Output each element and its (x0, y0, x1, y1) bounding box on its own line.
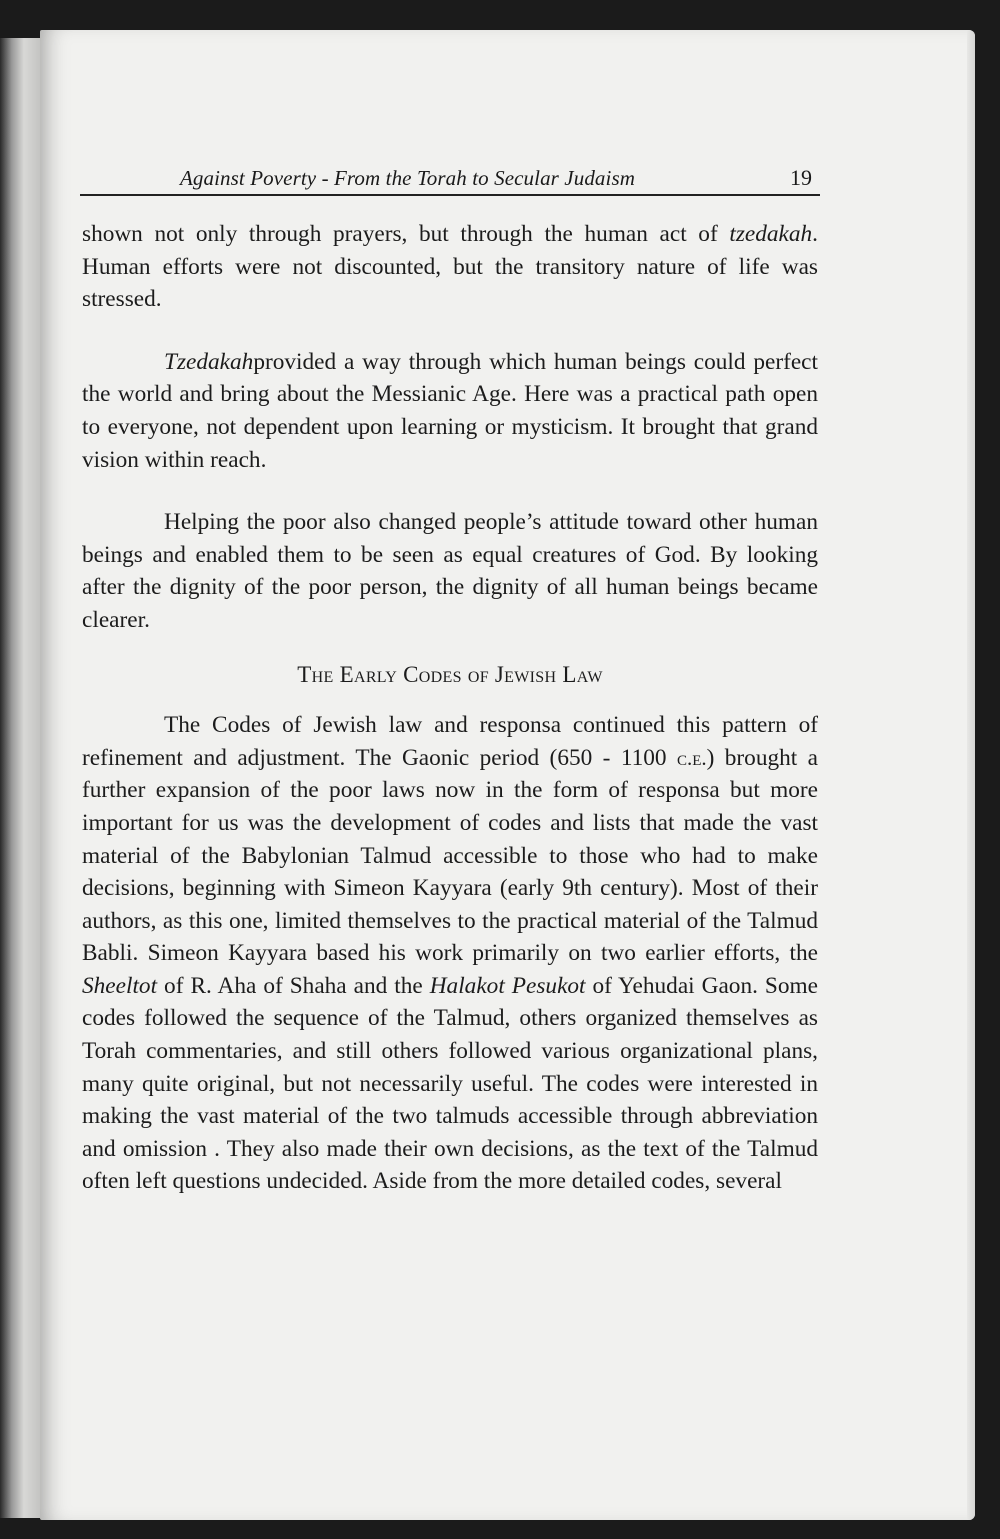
paragraph-1-text-a: shown not only through prayers, but through the human act of (82, 221, 730, 247)
paragraph-4-text-c: of R. Aha of Shaha and the (157, 972, 430, 999)
page-number: 19 (790, 165, 812, 190)
book-title-sheeltot: Sheeltot (82, 972, 158, 999)
paragraph-4-text-a: The Codes of Jewish law and responsa continued this pattern of refinement and adjustment. The Gaonic period (650 - 1100 (82, 712, 818, 771)
section-heading: The Early Codes of Jewish Law (297, 661, 603, 687)
body-text (82, 218, 818, 1198)
paragraph-4-text-b: ) brought a further expansion of the poor laws now in the form of responsa but more important for us was the development of codes and lists that made the vast material of the Babylonian Talmud accessible to those who had to make decisions, beginning with Simeon Kayyara (early 9th century). Most of their authors, as this one, limited themselves to the practical material of the Talmud Babli. Simeon Kayyara based his work primarily on two earlier efforts, the (82, 744, 818, 967)
term-tzedakah-2: Tzedakah (164, 348, 254, 375)
paragraph-4 (82, 709, 818, 1198)
running-header (80, 160, 820, 196)
page-edge (967, 30, 975, 1520)
paragraph-3: Helping the poor also changed people’s attitude toward other human beings and enabled them to be seen as equal creatures of God. By looking after the dignity of the poor person, the dignity of all human beings became clearer. (82, 509, 818, 633)
paragraph-1 (82, 218, 818, 316)
paragraph-4-text-d: of Yehudai Gaon. Some codes followed the sequence of the Talmud, others organized themselves as Torah commentaries, and still others followed various organizational plans, many quite original, but not necessarily useful. The codes were interested in making the vast material of the two talmuds accessible through abbreviation and omission . They also made their own decisions, as the text of the Talmud often left questions undecided. Aside from the more detailed codes, several (82, 972, 818, 1195)
term-tzedakah: tzedakah (729, 221, 813, 247)
paragraph-2-text: provided a way through which human beings could perfect the world and bring about the Messianic Age. Here was a practical path open to everyone, not dependent upon learning or mysticism. It brought that grand vision within reach. (82, 348, 818, 473)
paragraph-1-text-b: . Human efforts were not discounted, but the transitory nature of life was stressed. (82, 221, 818, 313)
book-title-halakot-pesukot: Halakot Pesukot (429, 972, 586, 999)
paragraph-2 (82, 346, 818, 476)
running-title: Against Poverty - From the Torah to Secular Judaism (180, 166, 635, 190)
previous-page-edge (0, 38, 40, 1518)
era-abbreviation: c.e. (676, 745, 707, 770)
